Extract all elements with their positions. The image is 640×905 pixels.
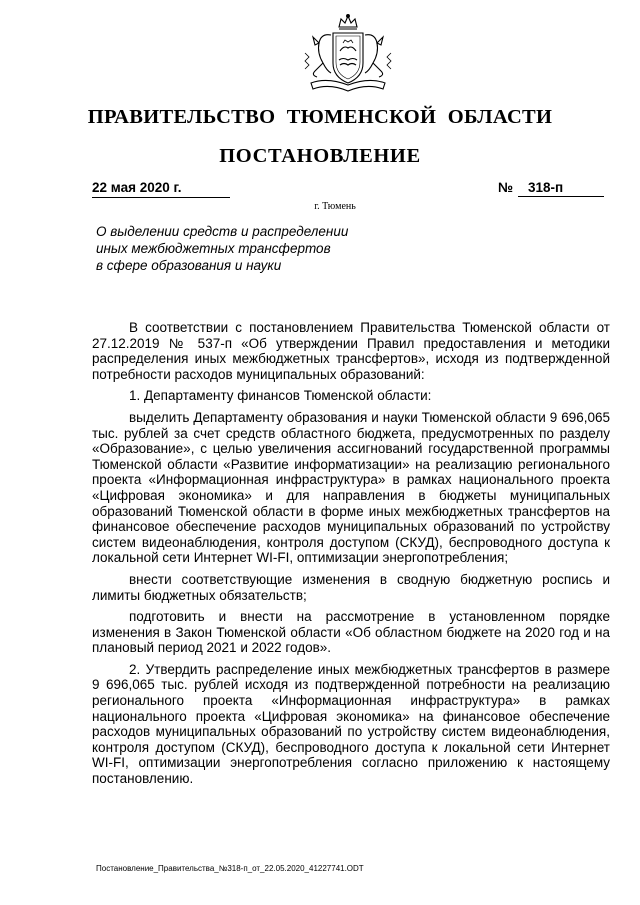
government-title: ПРАВИТЕЛЬСТВО ТЮМЕНСКОЙ ОБЛАСТИ (87, 106, 553, 128)
body-paragraph: 2. Утвердить распределение иных межбюджетных трансфертов в размере 9 696,065 тыс. рублей исходя из подтвержденной потребности на реализацию регионального проекта «Информационная инфраструктура» в рамках национального проекта «Цифровая экономика» на финансовое обеспечение расходов муниципальных образований по устройству систем видеонаблюдения, контроля доступом (СКУД), беспроводного доступа к локальной сети Интернет WI-FI, оптимизации энергопотребления согласно приложению к настоящему постановлению. (92, 661, 610, 787)
body-paragraph: внести соответствующие изменения в сводную бюджетную роспись и лимиты бюджетных обязательств; (92, 571, 610, 603)
document-number: 318-п (518, 181, 604, 197)
document-type: ПОСТАНОВЛЕНИЕ (219, 145, 421, 167)
document-date: 22 мая 2020 г. (92, 181, 230, 198)
body-paragraph: выделить Департаменту образования и науки Тюменской области 9 696,065 тыс. рублей за счет средств областного бюджета, предусмотренных по разделу «Образование», с целью увеличения ассигнований государственной программы Тюменской области «Развитие информатизации» на реализацию регионального проекта «Информационная инфраструктура» в рамках национального проекта «Цифровая экономика» и для направления в бюджеты муниципальных образований Тюменской области в форме иных межбюджетных трансфертов на финансовое обеспечение расходов муниципальных образований по устройству систем видеонаблюдения, контроля доступом (СКУД), беспроводного доступа к локальной сети Интернет WI-FI, оптимизации энергопотребления; (92, 409, 610, 566)
document-body (92, 320, 610, 787)
subject-line: иных межбюджетных трансфертов (96, 241, 331, 256)
city-line: г. Тюмень (314, 201, 356, 212)
subject-line: О выделении средств и распределении (96, 224, 349, 239)
body-paragraph: В соответствии с постановлением Правительства Тюменской области от 27.12.2019 № 537-п «Об утверждении Правил предоставления и методики распределения иных межбюджетных трансфертов», исходя из подтвержденной потребности расходов муниципальных образований: (92, 320, 610, 382)
number-sign: № (498, 180, 514, 195)
document-subject (96, 223, 348, 274)
body-paragraph: подготовить и внести на рассмотрение в установленном порядке изменения в Закон Тюменской области «Об областном бюджете на 2020 год и на плановый период 2021 и 2022 годов». (92, 609, 610, 656)
footer-filename: Постановление_Правительства_№318-п_от_22.05.2020_41227741.ODT (96, 864, 364, 873)
tyumen-region-coat-of-arms-icon (297, 13, 399, 95)
body-paragraph: 1. Департаменту финансов Тюменской области: (129, 388, 432, 404)
subject-line: в сфере образования и науки (96, 258, 282, 273)
